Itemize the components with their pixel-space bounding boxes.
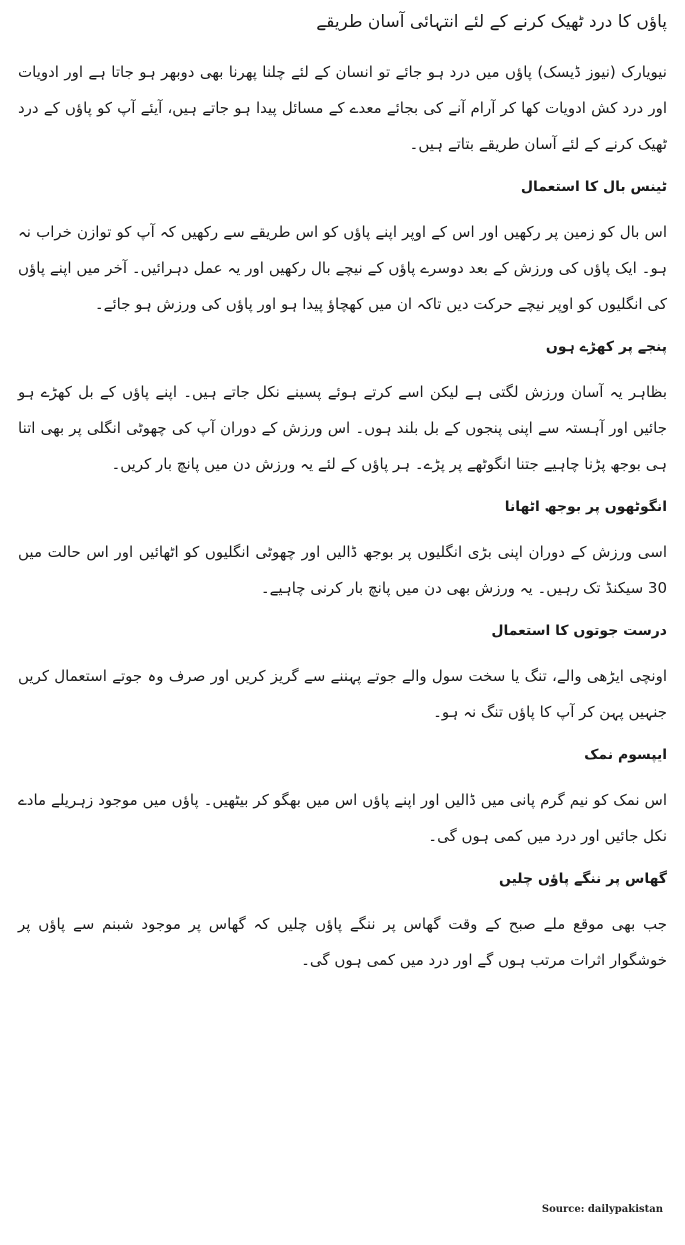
section-body: اس نمک کو نیم گرم پانی میں ڈالیں اور اپنے پاؤں اس میں بھگو کر بیٹھیں۔ پاؤں میں موجود زہریلے مادے نکل جائیں اور درد میں کمی ہوں گی۔ — [18, 791, 667, 845]
section-proper-shoes — [18, 620, 667, 730]
section-body: جب بھی موقع ملے صبح کے وقت گھاس پر ننگے پاؤں چلیں کہ گھاس پر موجود شبنم سے پاؤں پر خوشگوار اثرات مرتب ہوں گے اور درد میں کمی ہوں گی۔ — [18, 915, 667, 969]
intro-paragraph: نیویارک (نیوز ڈیسک) پاؤں میں درد ہو جائے تو انسان کے لئے چلنا پھرنا بھی دوبھر ہو جاتا ہے اور ادویات اور درد کش ادویات کھا کر آرام آنے کی بجائے معدے کے مسائل پیدا ہو جاتے ہیں، آیئے آپ کو پاؤں کے درد ٹھیک کرنے کے لئے آسان طریقے بتاتے ہیں۔ — [18, 63, 667, 153]
section-body: اسی ورزش کے دوران اپنی بڑی انگلیوں پر بوجھ ڈالیں اور چھوٹی انگلیوں کو اٹھائیں اور اس حالت میں 30 سیکنڈ تک رہیں۔ یہ ورزش بھی دن میں پانچ بار کرنی چاہیے۔ — [18, 543, 667, 597]
section-stand-on-toes — [18, 336, 667, 482]
section-body: اونچی ایڑھی والے، تنگ یا سخت سول والے جوتے پہننے سے گریز کریں اور صرف وہ جوتے استعمال کریں جنہیں پہن کر آپ کا پاؤں تنگ نہ ہو۔ — [18, 667, 667, 721]
section-epsom-salt — [18, 744, 667, 854]
section-body: اس بال کو زمین پر رکھیں اور اس کے اوپر اپنے پاؤں کو اس طریقے سے رکھیں کہ آپ کو توازن خراب نہ ہو۔ ایک پاؤں کی ورزش کے بعد دوسرے پاؤں کے نیچے بال رکھیں اور یہ عمل دہرائیں۔ آخر میں اپنے پاؤں کی انگلیوں کو اوپر نیچے حرکت دیں تاکہ ان میں کھچاؤ پیدا ہو اور پاؤں کی ورزش ہو جائے۔ — [18, 223, 667, 313]
section-heading: درست جوتوں کا استعمال — [491, 623, 667, 639]
section-walk-on-grass — [18, 868, 667, 978]
section-body: بظاہر یہ آسان ورزش لگتی ہے لیکن اسے کرتے ہوئے پسینے نکل جاتے ہیں۔ اپنے پاؤں کے بل کھڑے ہو جائیں اور آہستہ سے اپنی پنجوں کے بل بلند ہوں۔ اس ورزش کے دوران آپ کی چھوٹی انگلی پر بھی اتنا ہی بوجھ پڑنا چاہیے جتنا انگوٹھے پر پڑے۔ ہر پاؤں کے لئے یہ ورزش دن میں پانچ بار کریں۔ — [18, 383, 667, 473]
section-toe-weight — [18, 496, 667, 606]
source-credit: Source: dailypakistan — [541, 1204, 663, 1215]
section-heading: ایپسوم نمک — [584, 747, 667, 763]
section-heading: انگوٹھوں پر بوجھ اٹھانا — [504, 499, 667, 515]
section-heading: ٹینس بال کا استعمال — [520, 179, 667, 195]
section-tennis-ball — [18, 176, 667, 322]
section-heading: پنجے پر کھڑے ہوں — [545, 339, 667, 355]
section-heading: گھاس پر ننگے پاؤں چلیں — [498, 871, 667, 887]
article-title: پاؤں کا درد ٹھیک کرنے کے لئے انتہائی آسان طریقے — [316, 12, 667, 32]
